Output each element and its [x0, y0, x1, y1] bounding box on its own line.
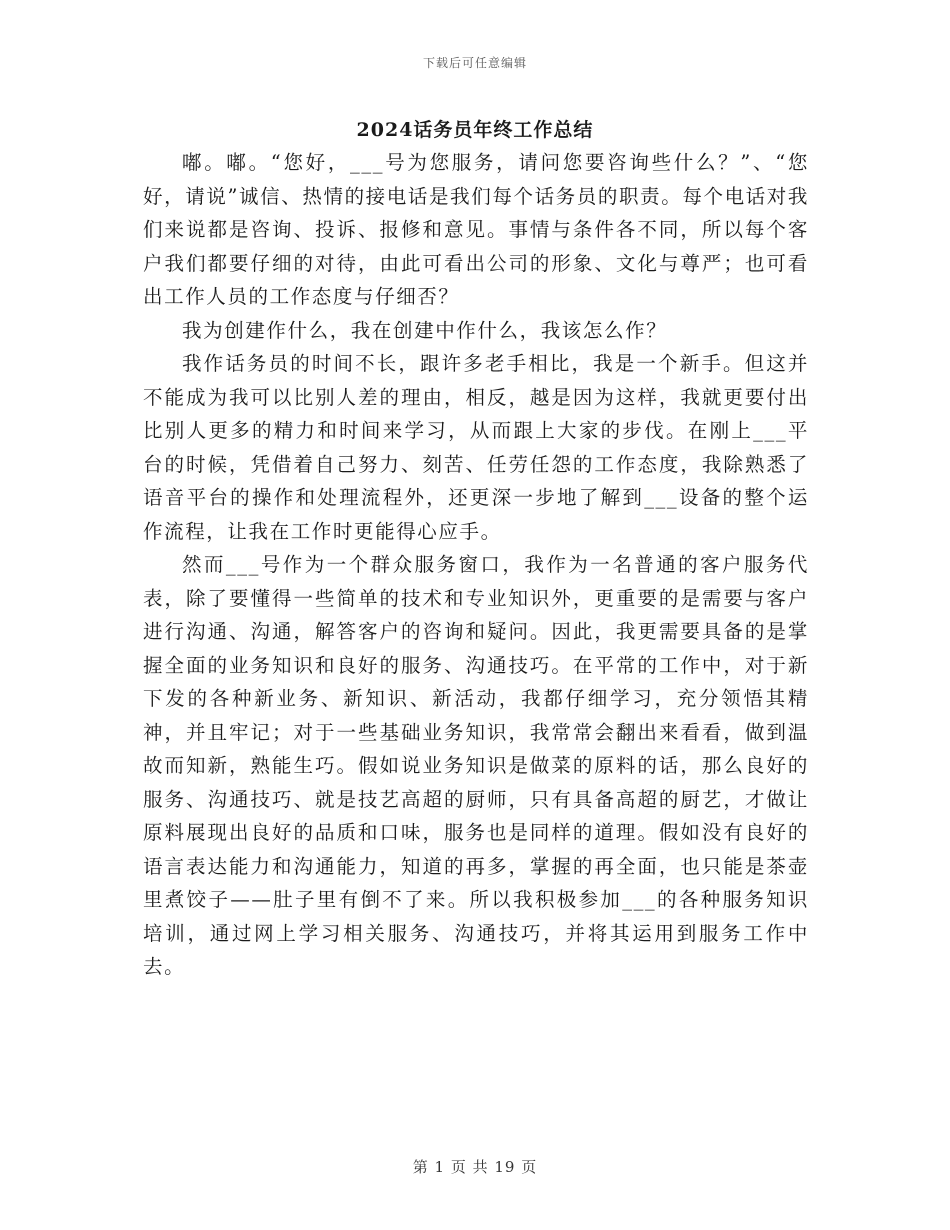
page-number: 第 1 页 共 19 页 [412, 1158, 538, 1176]
paragraph-greeting: 嘟。嘟。“您好，___号为您服务，请问您要咨询些什么？”、“您好，请说”诚信、热情的接电话是我们每个话务员的职责。每个电话对我们来说都是咨询、投诉、报修和意见。事情与条件各不同，所以每个客户我们都要仔细的对待，由此可看出公司的形象、文化与尊严；也可看出工作人员的工作态度与仔细否？ [143, 151, 809, 308]
paragraph-newcomer: 我作话务员的时间不长，跟许多老手相比，我是一个新手。但这并不能成为我可以比别人差的理由，相反，越是因为这样，我就更要付出比别人更多的精力和时间来学习，从而跟上大家的步伐。在刚上___平台的时候，凭借着自己努力、刻苦、任劳任怨的工作态度，我除熟悉了语音平台的操作和处理流程外，还更深一步地了解到___设备的整个运作流程，让我在工作时更能得心应手。 [143, 352, 809, 543]
paragraph-service-skills: 然而___号作为一个群众服务窗口，我作为一名普通的客户服务代表，除了要懂得一些简单的技术和专业知识外，更重要的是需要与客户进行沟通、沟通，解答客户的咨询和疑问。因此，我更需要具备的是掌握全面的业务知识和良好的服务、沟通技巧。在平常的工作中，对于新下发的各种新业务、新知识、新活动，我都仔细学习，充分领悟其精神，并且牢记；对于一些基础业务知识，我常常会翻出来看看，做到温故而知新，熟能生巧。假如说业务知识是做菜的原料的话，那么良好的服务、沟通技巧、就是技艺高超的厨师，只有具备高超的厨艺，才做让原料展现出良好的品质和口味，服务也是同样的道理。假如没有良好的语言表达能力和沟通能力，知道的再多，掌握的再全面，也只能是茶壶里煮饺子——肚子里有倒不了来。所以我积极参加___的各种服务知识培训，通过网上学习相关服务、沟通技巧，并将其运用到服务工作中去。 [143, 553, 809, 978]
document-body [143, 146, 809, 984]
page-header-note: 下载后可任意编辑 [422, 56, 527, 70]
document-title: 2024话务员年终工作总结 [356, 119, 594, 141]
paragraph-question: 我为创建作什么，我在创建中作什么，我该怎么作？ [182, 318, 668, 342]
